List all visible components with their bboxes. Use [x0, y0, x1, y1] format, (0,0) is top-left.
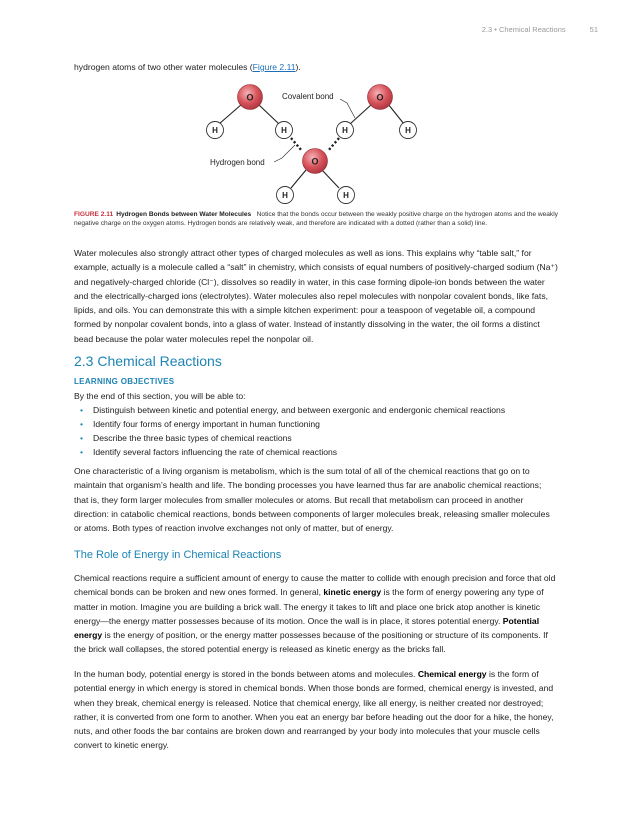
figure-caption-text: Notice that the bonds occur between the weakly positive charge on the hydrogen atoms and the weakly negative charge on the oxygen atoms. Hydrogen bonds are relatively weak, and therefore are indicated with a dotted (rather than a solid) line. — [74, 211, 558, 227]
list-item: • Identify several factors influencing the rate of chemical reactions — [80, 447, 338, 457]
covalent-bond-line — [388, 104, 404, 124]
covalent-bond-line — [291, 170, 306, 188]
figure-title: Hydrogen Bonds between Water Molecules — [116, 211, 252, 218]
intro-text: hydrogen atoms of two other water molecules ( — [74, 62, 253, 72]
covalent-bond-line — [219, 104, 242, 124]
figure-link[interactable]: Figure 2.11 — [252, 62, 296, 72]
hydrogen-bond-line — [328, 138, 339, 151]
subsection-title: The Role of Energy in Chemical Reactions — [74, 549, 282, 561]
covalent-bond-leader — [340, 99, 355, 118]
running-header — [482, 25, 598, 34]
section-title: 2.3 Chemical Reactions — [74, 353, 222, 369]
hydrogen-label: H — [212, 126, 218, 135]
oxygen-atom — [303, 149, 328, 174]
hydrogen-bond-line — [291, 138, 302, 151]
intro-end: ). — [295, 62, 301, 72]
term-kinetic-energy: kinetic energy — [323, 587, 382, 598]
figure-caption — [74, 210, 558, 228]
water-molecule-diagram — [190, 80, 430, 210]
term-potential-energy: Potential energy — [74, 615, 540, 641]
oxygen-atom — [238, 85, 263, 110]
hydrogen-label: H — [281, 126, 287, 135]
paragraph-kinetic-energy: Chemical reactions require a sufficient amount of energy to cause the matter to collide with enough precision and force that old chemical bonds can be broken and new ones formed. In general, kinetic energy is the form of energy powering any type of matter in motion. Imagine you are building a brick wall. The energy it takes to lift and place one brick atop another is kinetic energy—the energy matter possesses because of its motion. Once the wall is in place, it stores potential energy. Potential energy is the energy of position, or the energy matter possesses because of the positioning or structure of its components. If the brick wall collapses, the stored potential energy is released as kinetic energy as the bricks fall. — [74, 573, 556, 655]
hydrogen-label: H — [282, 191, 288, 200]
list-item: • Describe the three basic types of chemical reactions — [80, 433, 292, 443]
paragraph-chemical-energy: In the human body, potential energy is stored in the bonds between atoms and molecules. Chemical energy is the form of potential energy in which energy is stored in chemical bonds. When those bonds are formed, chemical energy is invested, and when they break, chemical energy is released. Notice that chemical energy, like all energy, is neither created nor destroyed; rather, it is converted from one form to another. When you eat an energy bar before heading out the door for a hike, the honey, nuts, and other foods the bar contains are broken down and rearranged by your body into molecules that your muscle cells convert to kinetic energy. — [74, 669, 554, 751]
hydrogen-bond-leader — [274, 145, 295, 162]
covalent-bond-label: Covalent bond — [282, 92, 334, 101]
learning-objectives-intro: By the end of this section, you will be able to: — [74, 391, 246, 401]
hydrogen-label: H — [343, 191, 349, 200]
section-header: 2.3 • Chemical Reactions — [481, 25, 566, 34]
covalent-bond-line — [350, 104, 372, 124]
svg-text:O: O — [311, 156, 319, 167]
term-chemical-energy: Chemical energy — [417, 669, 487, 679]
hydrogen-label: H — [342, 126, 348, 135]
paragraph-water-attraction: Water molecules also strongly attract other types of charged molecules as well as ions. This explains why “table salt,” for example, actually is a molecule called a “salt” in chemistry, which consists of equal numbers of positively-charged sodium (Na⁺) and negatively-charged chloride (Cl⁻), dissolves so readily in water, in this case forming dipole-ion bonds between the water and the electrically-charged ions (electrolytes). Water molecules also repel molecules with nonpolar covalent bonds, like fats, lipids, and oils. You can demonstrate this with a simple kitchen experiment: pour a teaspoon of vegetable oil, a compound formed by nonpolar covalent bonds, into a glass of water. Instead of instantly dissolving in the water, the oil forms a distinct bead because the polar water molecules repel the nonpolar oil. — [74, 248, 558, 344]
learning-objectives-list — [74, 403, 558, 459]
page-number: 51 — [589, 25, 598, 34]
svg-text:O: O — [376, 92, 384, 103]
oxygen-atom — [368, 85, 393, 110]
learning-objectives-heading: LEARNING OBJECTIVES — [74, 377, 175, 386]
hydrogen-label: H — [405, 126, 411, 135]
figure-label: FIGURE 2.11 — [74, 211, 114, 218]
covalent-bond-line — [258, 104, 279, 124]
intro-paragraph — [74, 60, 558, 74]
covalent-bond-line — [322, 170, 339, 188]
list-item: • Distinguish between kinetic and potential energy, and between exergonic and endergonic chemical reactions — [80, 405, 506, 415]
paragraph-metabolism: One characteristic of a living organism is metabolism, which is the sum total of all of the chemical reactions that go on to maintain that organism’s health and life. The bonding processes you have learned thus far are anabolic chemical reactions; that is, they form larger molecules from smaller molecules or atoms. But recall that metabolism can proceed in another direction: in catabolic chemical reactions, bonds between components of larger molecules break, releasing smaller molecules or atoms. Both types of reaction involve exchanges not only of matter, but of energy. — [74, 466, 550, 534]
hydrogen-bond-label: Hydrogen bond — [210, 158, 265, 167]
svg-text:O: O — [246, 92, 254, 103]
list-item: • Identify four forms of energy important in human functioning — [80, 419, 320, 429]
